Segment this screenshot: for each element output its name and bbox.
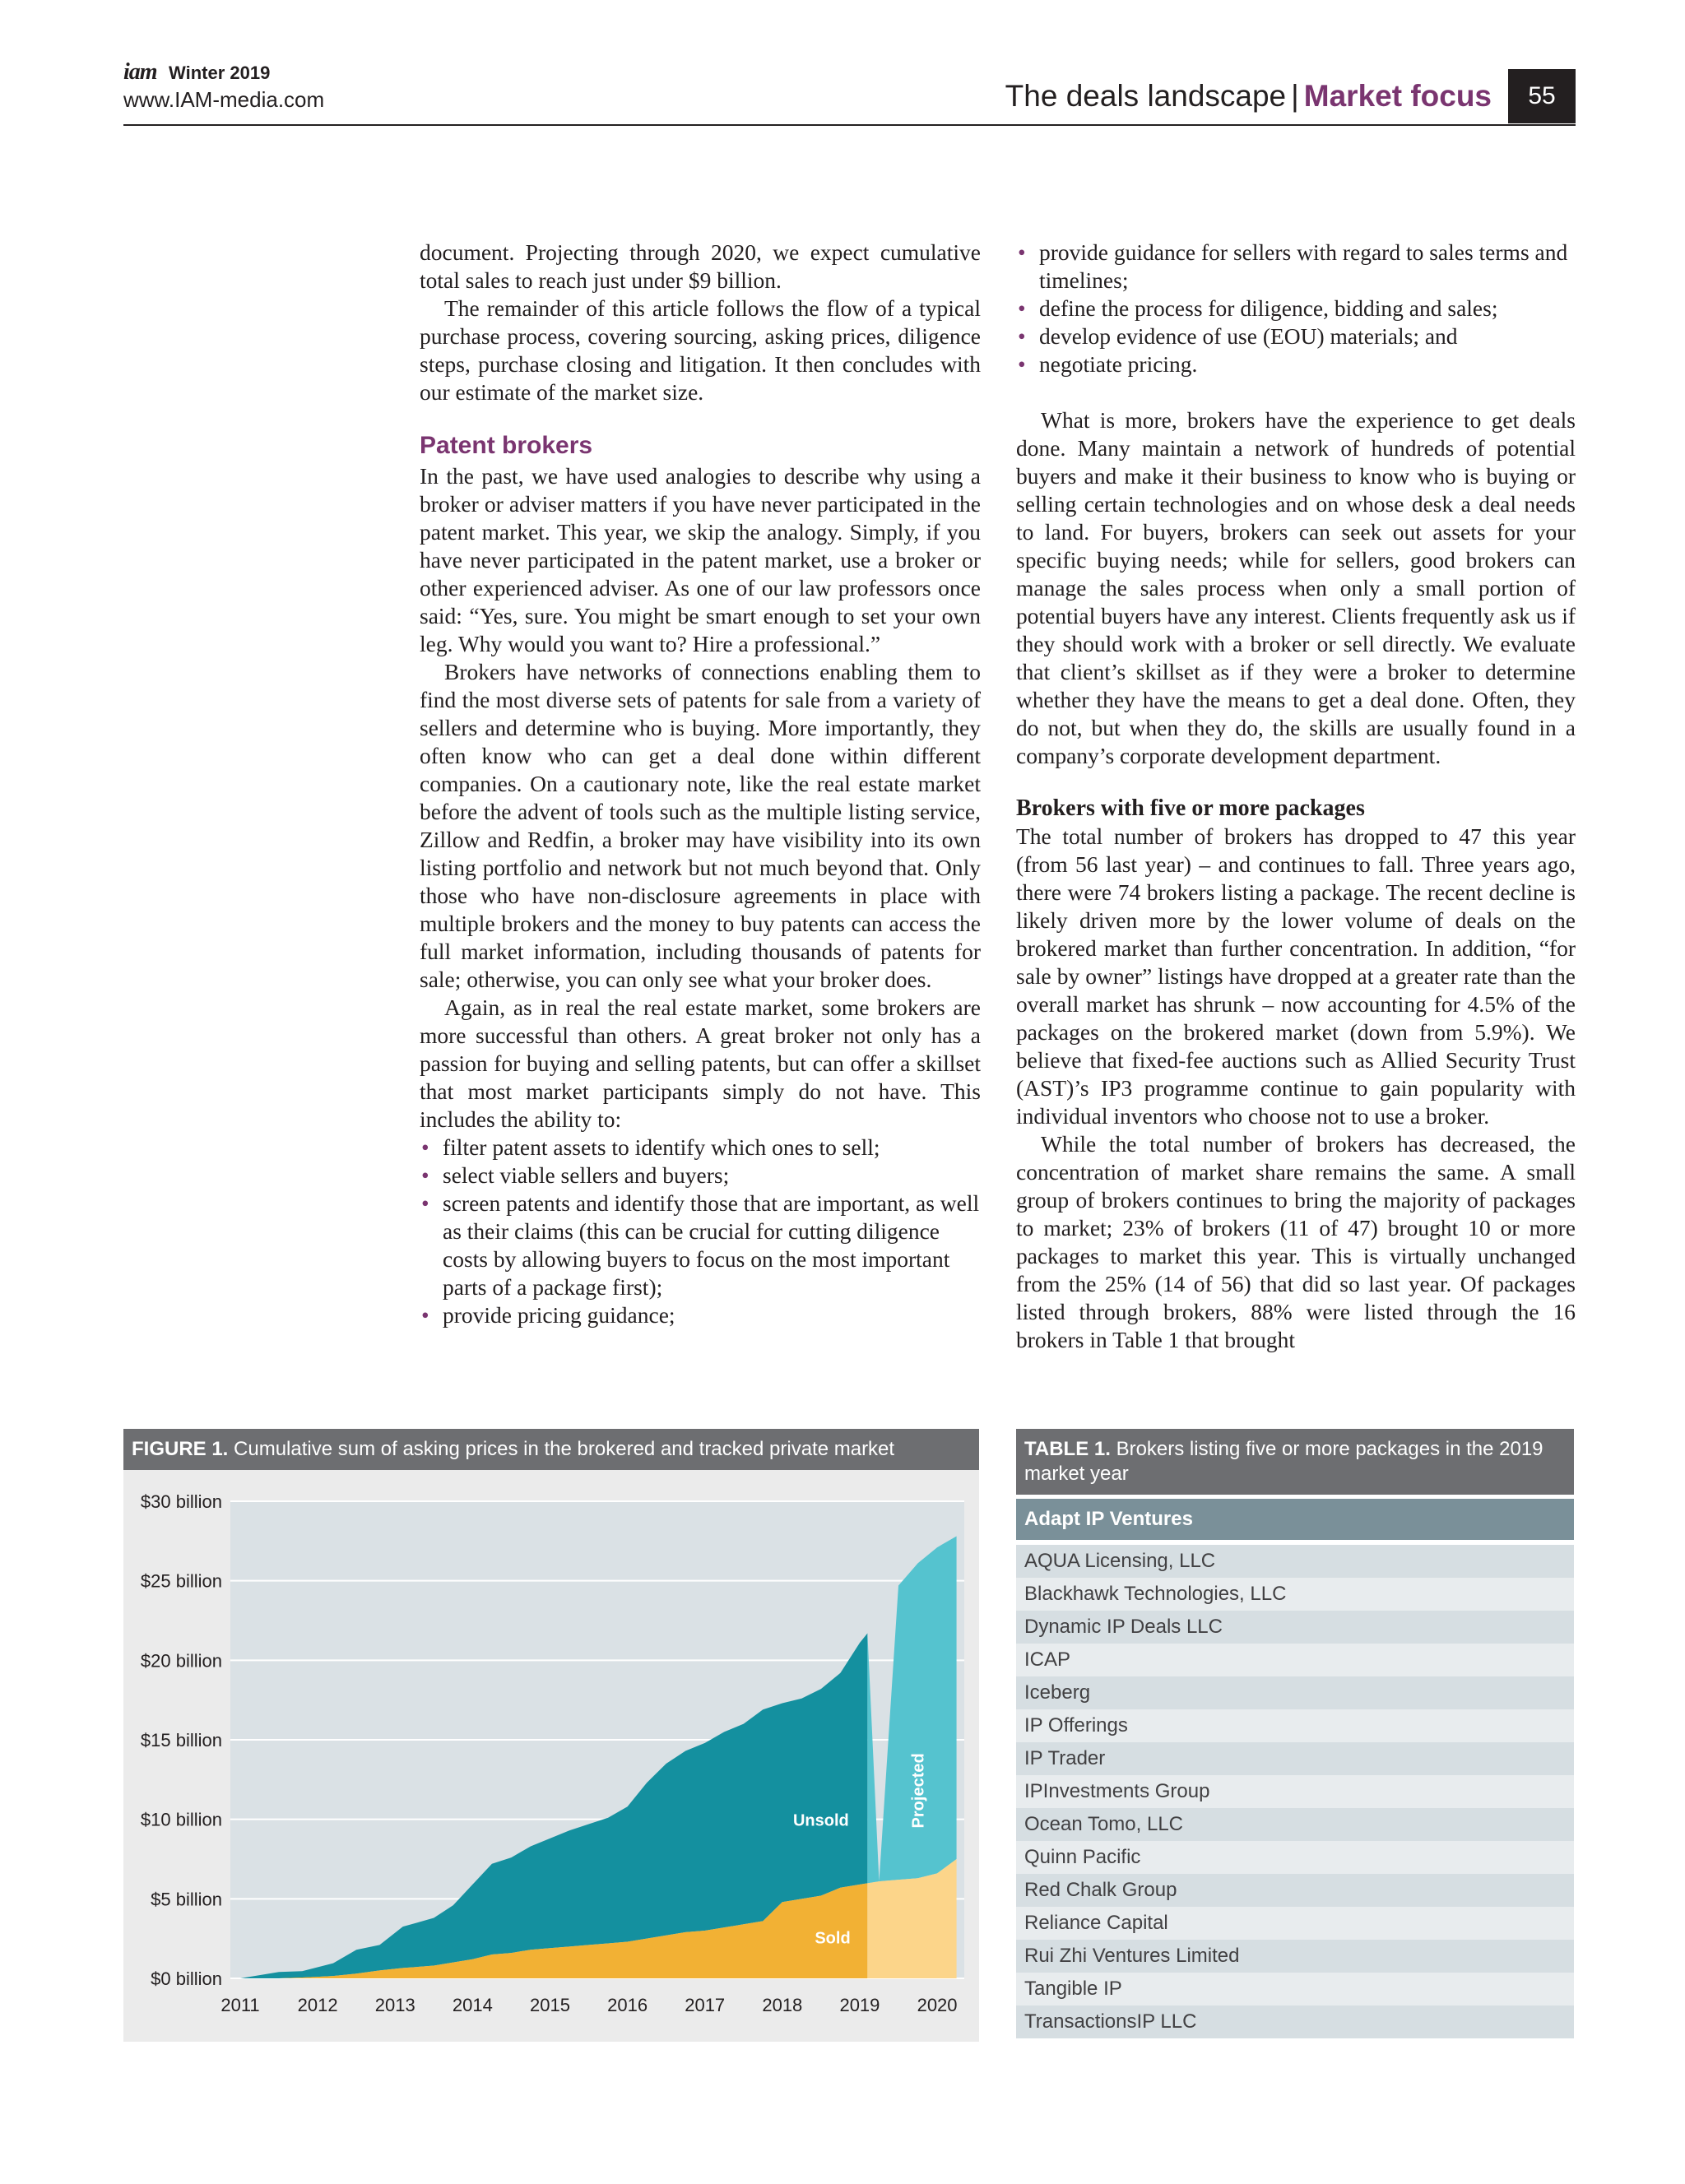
figure-title: [123, 1429, 979, 1470]
paragraph: While the total number of brokers has decreased, the concentration of market share remains the same. A small group of brokers continues to bring the majority of packages to market; 23% of brokers (11 of 47) brought 10 or more packages to market this year. This is virtually unchanged from the 25% (14 of 56) that did so last year. Of packages listed through brokers, 88% were listed through the 16 brokers in Table 1 that brought: [1016, 1131, 1576, 1352]
list-item: • define the process for diligence, bidding and sales;: [1016, 294, 1576, 322]
y-tick-label: $30 billion: [140, 1491, 222, 1512]
x-tick-label: 2017: [685, 1995, 726, 2015]
list-item: • select viable sellers and buyers;: [420, 1162, 981, 1189]
x-tick-label: 2016: [607, 1995, 648, 2015]
x-tick-label: 2014: [452, 1995, 493, 2015]
page-number: 55: [1508, 69, 1576, 123]
x-tick-label: 2020: [917, 1995, 958, 2015]
brokers-table: [1016, 1499, 1574, 2038]
y-tick-label: $10 billion: [140, 1809, 222, 1830]
table-row: Red Chalk Group: [1016, 1874, 1574, 1907]
y-tick-label: $15 billion: [140, 1730, 222, 1750]
paragraph: The total number of brokers has dropped to 47 this year (from 56 last year) – and continues to fall. Three years ago, there were 74 brokers listing a package. The recent decline is likely driven more by the lower volume of deals on the brokered market than further concentration. In addition, “for sale by owner” listings have dropped at a greater rate than the overall market has shrunk – now accounting for 4.5% of the packages on the brokered market (down from 5.9%). We believe that fixed-fee auctions such as Allied Security Trust (AST)’s IP3 programme continue to gain popularity with individual inventors who choose not to use a broker.: [1016, 823, 1576, 1129]
list-item: • provide pricing guidance;: [420, 1301, 981, 1329]
spacer: [1016, 378, 1576, 406]
table-row: Iceberg: [1016, 1676, 1574, 1709]
table-row: TransactionsIP LLC: [1016, 2005, 1574, 2038]
paragraph: The remainder of this article follows the flow of a typical purchase process, covering sourcing, asking prices, diligence steps, purchase closing and litigation. It then concludes with our estimate of the market size.: [420, 295, 981, 405]
paragraph: In the past, we have used analogies to describe why using a broker or adviser matters if you have never participated in the patent market. This year, we skip the analogy. Simply, if you have never participated in the patent market, use a broker or other experienced adviser. As one of our law professors once said: “Yes, sure. You might be smart enough to set your own leg. Why would you want to? Hire a professional.”: [420, 463, 981, 656]
x-tick-label: 2019: [839, 1995, 880, 2015]
list-item: • filter patent assets to identify which ones to sell;: [420, 1134, 981, 1162]
unsold-label: Unsold: [792, 1811, 849, 1830]
text-column-right: [1016, 239, 1576, 1354]
table-row: Quinn Pacific: [1016, 1841, 1574, 1874]
section-heading-patent-brokers: Patent brokers: [420, 432, 593, 459]
table-row: AQUA Licensing, LLC: [1016, 1545, 1574, 1578]
x-tick-label: 2013: [374, 1995, 415, 2015]
paragraph: Brokers have networks of connections enabling them to find the most diverse sets of patents for sale from a variety of sellers and determine who is buying. More importantly, they often know who can get a deal done within different companies. On a cautionary note, like the real estate market before the advent of tools such as the multiple listing service, Zillow and Redfin, a broker may have visibility into its own listing portfolio and network but not much beyond that. Only those who have non-disclosure agreements in place with multiple brokers and the money to buy patents can access the full market information, including thousands of patents for sale; otherwise, you can only see what your broker does.: [420, 659, 981, 992]
running-title: [1005, 79, 1492, 114]
figure-label: FIGURE 1.: [132, 1438, 229, 1460]
table-caption: Brokers listing five or more packages in the 2019 market year: [1024, 1438, 1543, 1485]
table-row: IP Trader: [1016, 1742, 1574, 1775]
table-row: IPInvestments Group: [1016, 1775, 1574, 1808]
table-header-row: Adapt IP Ventures: [1016, 1499, 1574, 1540]
paragraph: Again, as in real the real estate market, some brokers are more successful than others. A great broker not only has a passion for buying and selling patents, but can offer a skillset that most market participants simply do not have. This includes the ability to:: [420, 995, 981, 1132]
table-row: ICAP: [1016, 1644, 1574, 1676]
issue-label: Winter 2019: [169, 63, 271, 83]
table-row: Dynamic IP Deals LLC: [1016, 1611, 1574, 1644]
x-tick-label: 2011: [220, 1995, 260, 2015]
list-item: • negotiate pricing.: [1016, 350, 1576, 378]
projected-label: Projected: [909, 1753, 928, 1829]
paragraph: document. Projecting through 2020, we expect cumulative total sales to reach just under $9 billion.: [420, 239, 981, 293]
table-body: [1016, 1545, 1574, 2038]
list-item: • provide guidance for sellers with regard to sales terms and timelines;: [1016, 239, 1576, 294]
y-tick-label: $0 billion: [151, 1968, 222, 1989]
website-link[interactable]: www.IAM-media.com: [123, 87, 325, 112]
masthead: [123, 59, 324, 113]
table-title: [1016, 1429, 1574, 1495]
paragraph: What is more, brokers have the experience to get deals done. Many maintain a network of hundreds of potential buyers and make it their business to know who is buying or selling certain technologies and on whose desk a deal needs to land. For buyers, brokers can seek out assets for your specific buying needs; while for sellers, good brokers can manage the sales process when only a small portion of potential buyers have any interest. Clients frequently ask us if they should work with a broker or sell directly. We evaluate that client’s skillset as if they were a broker to determine whether they have the means to get a deal done. Often, they do not, but when they do, the skills are usually found in a company’s corporate development department.: [1016, 407, 1576, 768]
running-header: [1005, 69, 1576, 123]
table-label: TABLE 1.: [1024, 1438, 1111, 1460]
table-row: Reliance Capital: [1016, 1907, 1574, 1940]
figure-caption: Cumulative sum of asking prices in the brokered and tracked private market: [234, 1438, 895, 1460]
table-row: Blackhawk Technologies, LLC: [1016, 1578, 1574, 1611]
running-title-text: The deals landscape: [1005, 79, 1287, 113]
text-column-left: [420, 239, 981, 1329]
y-tick-label: $5 billion: [151, 1889, 222, 1910]
y-tick-label: $20 billion: [140, 1650, 222, 1672]
y-tick-label: $25 billion: [140, 1570, 222, 1592]
table-row: Ocean Tomo, LLC: [1016, 1808, 1574, 1841]
ability-list: [420, 1134, 981, 1329]
section-name: Market focus: [1303, 79, 1492, 113]
table-row: Tangible IP: [1016, 1973, 1574, 2005]
header-rule: [123, 124, 1576, 126]
x-tick-label: 2015: [529, 1995, 570, 2015]
table-row: IP Offerings: [1016, 1709, 1574, 1742]
ability-list-continued: [1016, 239, 1576, 378]
x-tick-label: 2012: [297, 1995, 338, 2015]
iam-logo: iam: [123, 59, 157, 85]
list-item: • develop evidence of use (EOU) materials; and: [1016, 322, 1576, 350]
running-title-separator: |: [1291, 79, 1299, 113]
table-row: Rui Zhi Ventures Limited: [1016, 1940, 1574, 1973]
section-heading-brokers-five-packages: Brokers with five or more packages: [1016, 795, 1365, 821]
x-tick-label: 2018: [762, 1995, 803, 2015]
sold-label: Sold: [815, 1929, 851, 1948]
cumulative-asking-price-chart: [123, 1470, 979, 2042]
list-item: • screen patents and identify those that are important, as well as their claims (this can be crucial for cutting diligence costs by allowing buyers to focus on the most important parts of a package first);: [420, 1189, 981, 1301]
